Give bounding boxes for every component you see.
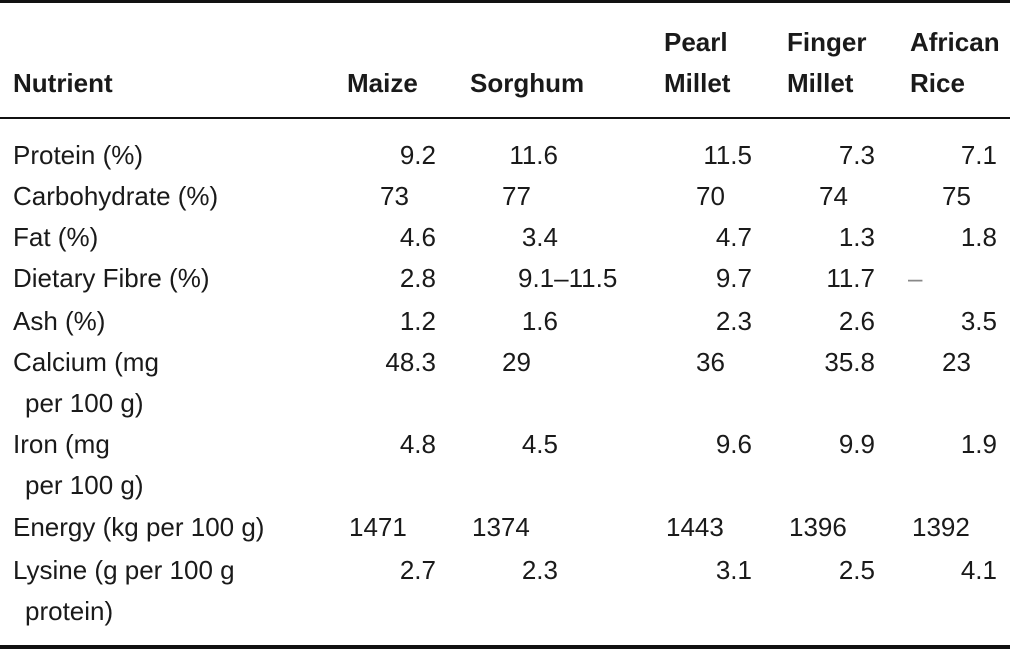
row-calcium-sorghum: 29 bbox=[502, 347, 531, 377]
row-dietary-fibre-label: Dietary Fibre (%) bbox=[13, 263, 210, 293]
row-iron-label-cont: per 100 g) bbox=[25, 470, 144, 500]
header-maize: Maize bbox=[347, 68, 418, 98]
row-carbohydrate-pearl: 70 bbox=[696, 181, 725, 211]
header-sorghum: Sorghum bbox=[470, 68, 585, 98]
row-iron-sorghum: 4.5 bbox=[521, 429, 558, 459]
row-carbohydrate-rice: 75 bbox=[942, 181, 971, 211]
row-energy-label: Energy (kg per 100 g) bbox=[13, 512, 265, 542]
row-ash-maize: 1.2 bbox=[399, 306, 436, 336]
row-calcium-finger: 35.8 bbox=[824, 347, 875, 377]
header-african-rice-line1: African bbox=[910, 27, 1000, 57]
table-header-rule bbox=[0, 117, 1010, 119]
row-lysine-finger: 2.5 bbox=[838, 555, 875, 585]
row-dietary-fibre-finger: 11.7 bbox=[826, 263, 875, 293]
row-energy-pearl: 1443 bbox=[666, 512, 724, 542]
header-african-rice-line2: Rice bbox=[910, 68, 965, 98]
row-energy-maize: 1471 bbox=[349, 512, 407, 542]
row-ash-label: Ash (%) bbox=[13, 306, 106, 336]
row-ash-finger: 2.6 bbox=[838, 306, 875, 336]
row-calcium-rice: 23 bbox=[942, 347, 971, 377]
header-pearl-millet-line2: Millet bbox=[664, 68, 731, 98]
row-iron-maize: 4.8 bbox=[399, 429, 436, 459]
row-ash-sorghum: 1.6 bbox=[521, 306, 558, 336]
row-fat-label: Fat (%) bbox=[13, 222, 99, 252]
row-calcium-maize: 48.3 bbox=[385, 347, 436, 377]
row-carbohydrate-maize: 73 bbox=[380, 181, 409, 211]
row-dietary-fibre-maize: 2.8 bbox=[399, 263, 436, 293]
row-energy-finger: 1396 bbox=[789, 512, 847, 542]
row-fat-rice: 1.8 bbox=[960, 222, 997, 252]
row-iron-rice: 1.9 bbox=[960, 429, 997, 459]
row-iron-label: Iron (mg bbox=[13, 429, 110, 459]
row-lysine-label-cont: protein) bbox=[25, 596, 114, 626]
row-ash-rice: 3.5 bbox=[960, 306, 997, 336]
row-lysine-sorghum: 2.3 bbox=[521, 555, 558, 585]
row-energy-rice: 1392 bbox=[912, 512, 970, 542]
row-lysine-maize: 2.7 bbox=[399, 555, 436, 585]
row-calcium-label-cont: per 100 g) bbox=[25, 388, 144, 418]
row-protein-label: Protein (%) bbox=[13, 140, 144, 170]
row-lysine-rice: 4.1 bbox=[960, 555, 997, 585]
row-dietary-fibre-pearl: 9.7 bbox=[715, 263, 752, 293]
header-nutrient: Nutrient bbox=[13, 68, 113, 98]
row-dietary-fibre-rice: – bbox=[908, 263, 923, 293]
row-protein-finger: 7.3 bbox=[838, 140, 875, 170]
table-bottom-rule bbox=[0, 645, 1010, 649]
header-pearl-millet-line1: Pearl bbox=[664, 27, 728, 57]
row-ash-pearl: 2.3 bbox=[715, 306, 752, 336]
row-fat-sorghum: 3.4 bbox=[521, 222, 558, 252]
row-carbohydrate-finger: 74 bbox=[819, 181, 848, 211]
row-calcium-pearl: 36 bbox=[696, 347, 725, 377]
row-lysine-label: Lysine (g per 100 g bbox=[13, 555, 235, 585]
row-fat-pearl: 4.7 bbox=[715, 222, 752, 252]
row-iron-finger: 9.9 bbox=[838, 429, 875, 459]
row-dietary-fibre-sorghum: 9.1–11.5 bbox=[518, 263, 618, 293]
row-protein-maize: 9.2 bbox=[399, 140, 436, 170]
row-carbohydrate-sorghum: 77 bbox=[502, 181, 531, 211]
row-protein-sorghum: 11.6 bbox=[509, 140, 558, 170]
row-iron-pearl: 9.6 bbox=[715, 429, 752, 459]
row-energy-sorghum: 1374 bbox=[472, 512, 530, 542]
header-finger-millet-line2: Millet bbox=[787, 68, 854, 98]
header-finger-millet-line1: Finger bbox=[787, 27, 867, 57]
row-carbohydrate-label: Carbohydrate (%) bbox=[13, 181, 219, 211]
row-fat-maize: 4.6 bbox=[399, 222, 436, 252]
row-protein-rice: 7.1 bbox=[960, 140, 997, 170]
row-protein-pearl: 11.5 bbox=[703, 140, 752, 170]
table-top-rule bbox=[0, 0, 1010, 3]
row-calcium-label: Calcium (mg bbox=[13, 347, 159, 377]
row-fat-finger: 1.3 bbox=[838, 222, 875, 252]
row-lysine-pearl: 3.1 bbox=[715, 555, 752, 585]
